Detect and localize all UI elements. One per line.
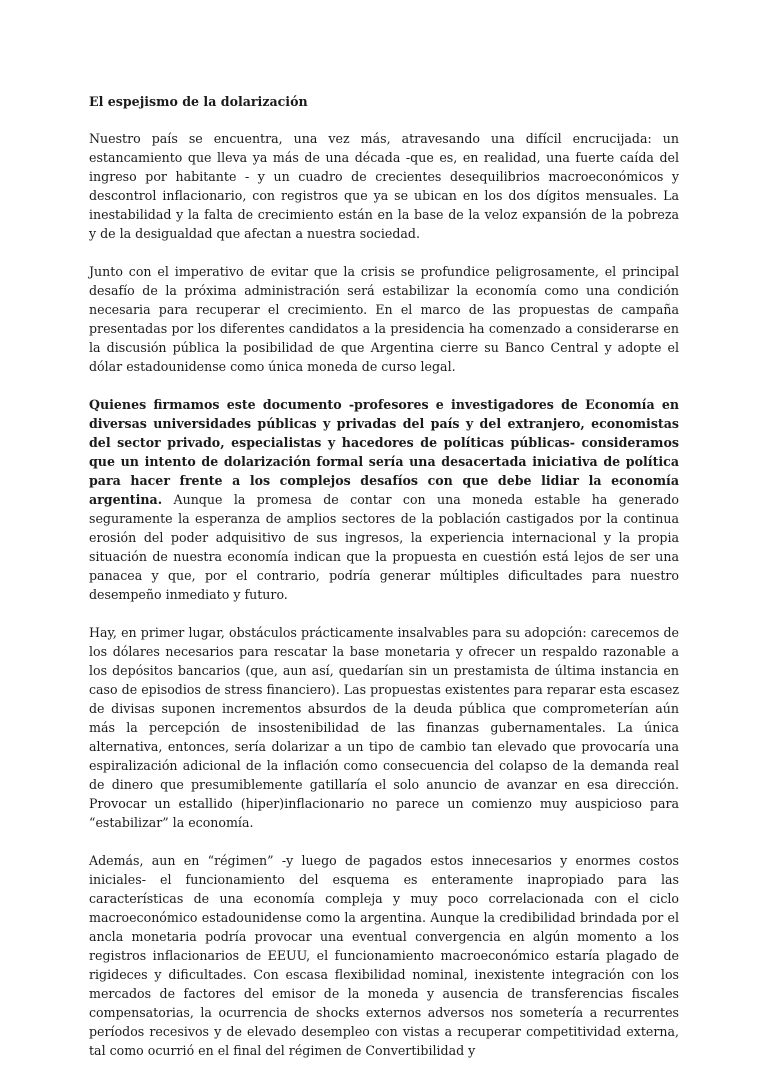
paragraph-5-text: Además, aun en “régimen” -y luego de pagados estos innecesarios y enormes costos iniciales- el funcionamiento del esquema es enteramente inapropiado para las características de una economía compleja y muy poco correlacionada con el ciclo macroeconómico estadounidense como la argentina. Aunque la credibilidad brindada por el ancla monetaria podría provocar una eventual convergencia en algún momento a los registros inflacionarios de EEUU, el funcionamiento macroeconómico estaría plagado de rigideces y dificultades. Con escasa flexibilidad nominal, inexistente integración con los mercados de factores del emisor de la moneda y ausencia de transferencias fiscales compensatorias, la ocurrencia de shocks externos adversos nos sometería a recurrentes períodos recesivos y de elevado desempleo con vistas a recuperar competitividad externa, tal como ocurrió en el final del régimen de Convertibilidad y: [89, 853, 679, 1058]
paragraph-5: [89, 851, 679, 1060]
document-body: [89, 92, 679, 1079]
paragraph-1: [89, 129, 679, 243]
paragraph-3: [89, 395, 679, 604]
paragraph-4-text: Hay, en primer lugar, obstáculos prácticamente insalvables para su adopción: carecemos de los dólares necesarios para rescatar la base monetaria y ofrecer un respaldo razonable a los depósitos bancarios (que, aun así, quedarían sin un prestamista de última instancia en caso de episodios de stress financiero). Las propuestas existentes para reparar esta escasez de divisas suponen incrementos absurdos de la deuda pública que comprometerían aún más la percepción de insostenibilidad de las finanzas gubernamentales. La única alternativa, entonces, sería dolarizar a un tipo de cambio tan elevado que provocaría una espiralización adicional de la inflación como consecuencia del colapso de la demanda real de dinero que presumiblemente gatillaría el solo anuncio de avanzar en esa dirección. Provocar un estallido (hiper)inflacionario no parece un comienzo muy auspicioso para “estabilizar” la economía.: [89, 625, 679, 830]
paragraph-2: [89, 262, 679, 376]
document-title: El espejismo de la dolarización: [89, 94, 308, 109]
paragraph-4: [89, 623, 679, 832]
paragraph-3-bold-text: Quienes firmamos este documento -profesores e investigadores de Economía en diversas universidades públicas y privadas del país y del extranjero, economistas del sector privado, especialistas y hacedores de políticas públicas- consideramos que un intento de dolarización formal sería una desacertada iniciativa de política para hacer frente a los complejos desafíos con que debe lidiar la economía argentina.: [89, 397, 679, 507]
paragraph-2-text: Junto con el imperativo de evitar que la crisis se profundice peligrosamente, el principal desafío de la próxima administración será estabilizar la economía como una condición necesaria para recuperar el crecimiento. En el marco de las propuestas de campaña presentadas por los diferentes candidatos a la presidencia ha comenzado a considerarse en la discusión pública la posibilidad de que Argentina cierre su Banco Central y adopte el dólar estadounidense como única moneda de curso legal.: [89, 264, 679, 374]
paragraph-1-text: Nuestro país se encuentra, una vez más, atravesando una difícil encrucijada: un estancamiento que lleva ya más de una década -que es, en realidad, una fuerte caída del ingreso por habitante - y un cuadro de crecientes desequilibrios macroeconómicos y descontrol inflacionario, con registros que ya se ubican en los dos dígitos mensuales. La inestabilidad y la falta de crecimiento están en la base de la veloz expansión de la pobreza y de la desigualdad que afectan a nuestra sociedad.: [89, 131, 679, 241]
paragraph-3-text: Aunque la promesa de contar con una moneda estable ha generado seguramente la esperanza de amplios sectores de la población castigados por la continua erosión del poder adquisitivo de sus ingresos, la experiencia internacional y la propia situación de nuestra economía indican que la propuesta en cuestión está lejos de ser una panacea y que, por el contrario, podría generar múltiples dificultades para nuestro desempeño inmediato y futuro.: [89, 492, 679, 602]
